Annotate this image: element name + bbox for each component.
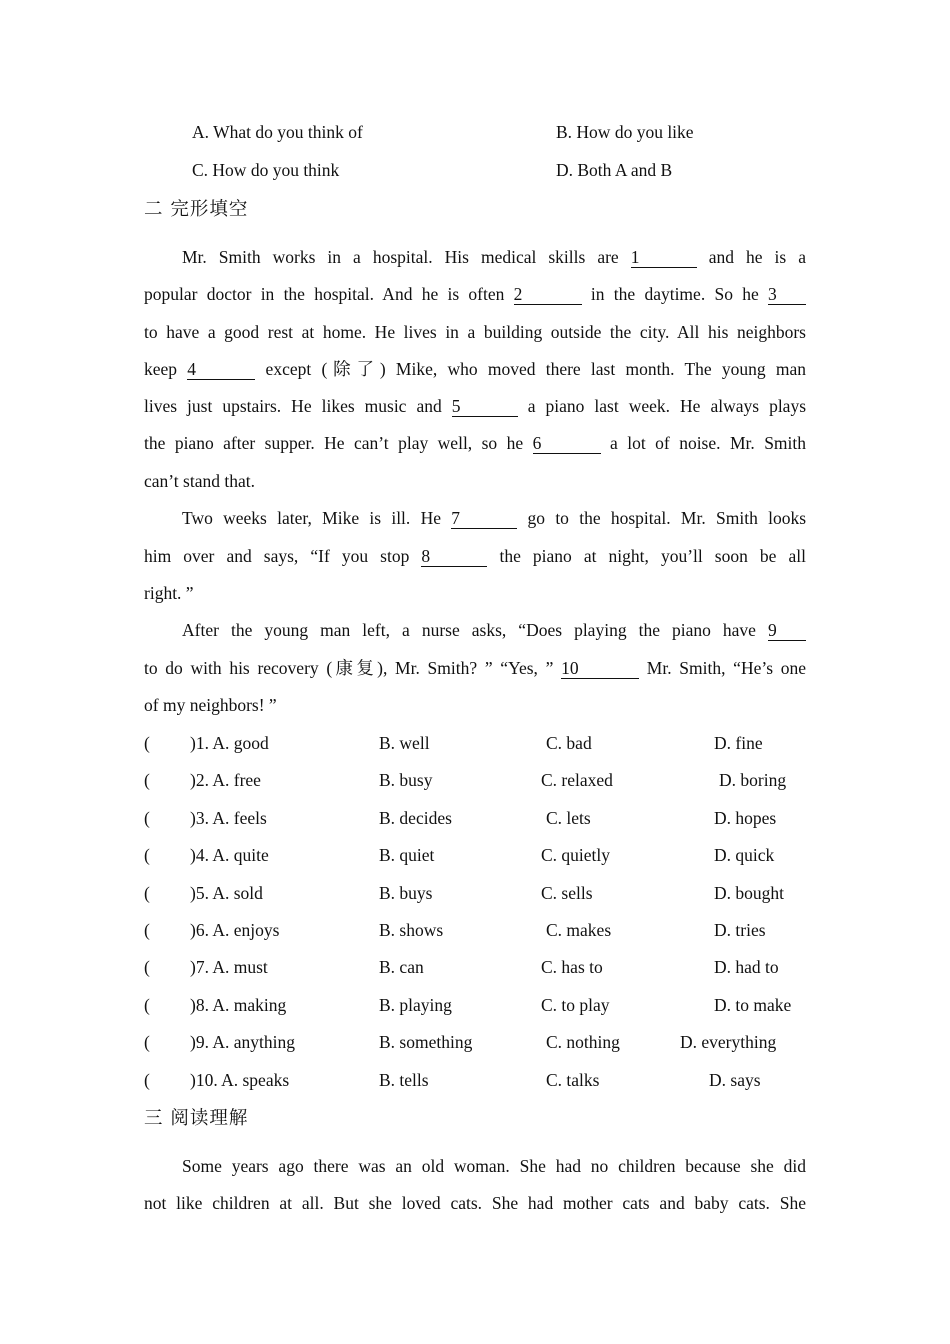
- reading-line: not like children at all. But she loved cats. She had mother cats and baby cats. She: [144, 1193, 806, 1213]
- question-option-b: B. tells: [379, 1070, 429, 1090]
- question-option-c: C. makes: [546, 920, 612, 940]
- question-option-d: D. fine: [714, 733, 763, 753]
- question-option-a: )2. A. free: [190, 770, 261, 790]
- section-heading-reading: 三 阅读理解: [144, 1108, 249, 1129]
- blank-7: 7: [451, 508, 517, 529]
- blank-8: 8: [421, 546, 487, 567]
- prev-option-c: C. How do you think: [192, 160, 340, 180]
- prev-option-b: B. How do you like: [556, 122, 694, 142]
- blank-3: 3: [768, 284, 806, 305]
- answer-bracket[interactable]: (: [144, 808, 150, 828]
- answer-bracket[interactable]: (: [144, 995, 150, 1015]
- question-option-b: B. busy: [379, 770, 433, 790]
- passage-line: to do with his recovery (康复), Mr. Smith? ” “Yes, ” 10 Mr. Smith, “He’s one: [144, 658, 806, 678]
- question-option-a: )3. A. feels: [190, 808, 267, 828]
- question-option-c: C. lets: [546, 808, 591, 828]
- passage-line: of my neighbors! ”: [144, 695, 277, 715]
- question-option-b: B. well: [379, 733, 430, 753]
- question-option-b: B. buys: [379, 883, 433, 903]
- blank-9: 9: [768, 620, 806, 641]
- blank-5: 5: [452, 396, 518, 417]
- passage-line: Mr. Smith works in a hospital. His medical skills are 1 and he is a: [182, 247, 806, 267]
- question-option-a: )5. A. sold: [190, 883, 263, 903]
- question-option-b: B. can: [379, 957, 424, 977]
- passage-line: popular doctor in the hospital. And he is often 2 in the daytime. So he 3: [144, 282, 806, 306]
- question-option-c: C. nothing: [546, 1032, 620, 1052]
- question-option-d: D. to make: [714, 995, 792, 1015]
- question-option-d: D. boring: [719, 770, 787, 790]
- answer-bracket[interactable]: (: [144, 883, 150, 903]
- passage-line: Two weeks later, Mike is ill. He 7 go to the hospital. Mr. Smith looks: [182, 508, 807, 528]
- question-option-c: C. to play: [541, 995, 610, 1015]
- blank-4: 4: [187, 359, 255, 380]
- question-option-c: C. bad: [546, 733, 592, 753]
- question-option-c: C. sells: [541, 883, 593, 903]
- question-option-a: )4. A. quite: [190, 845, 269, 865]
- answer-bracket[interactable]: (: [144, 770, 150, 790]
- question-option-a: )6. A. enjoys: [190, 920, 280, 940]
- question-option-c: C. relaxed: [541, 770, 613, 790]
- question-option-c: C. talks: [546, 1070, 600, 1090]
- question-option-b: B. something: [379, 1032, 473, 1052]
- question-option-c: C. quietly: [541, 845, 611, 865]
- question-option-b: B. decides: [379, 808, 452, 828]
- question-option-a: )7. A. must: [190, 957, 268, 977]
- question-option-a: )9. A. anything: [190, 1032, 295, 1052]
- question-option-a: )8. A. making: [190, 995, 287, 1015]
- answer-bracket[interactable]: (: [144, 957, 150, 977]
- answer-bracket[interactable]: (: [144, 733, 150, 753]
- question-option-d: D. quick: [714, 845, 775, 865]
- question-option-b: B. playing: [379, 995, 452, 1015]
- question-option-d: D. says: [709, 1070, 761, 1090]
- passage-line: can’t stand that.: [144, 471, 255, 491]
- question-option-c: C. has to: [541, 957, 603, 977]
- answer-bracket[interactable]: (: [144, 845, 150, 865]
- passage-line: lives just upstairs. He likes music and 5 a piano last week. He always plays: [144, 396, 807, 416]
- question-option-d: D. everything: [680, 1032, 777, 1052]
- answer-bracket[interactable]: (: [144, 1032, 150, 1052]
- blank-10: 10: [561, 658, 639, 679]
- answer-bracket[interactable]: (: [144, 1070, 150, 1090]
- passage-line: the piano after supper. He can’t play well, so he 6 a lot of noise. Mr. Smith: [144, 433, 807, 453]
- question-option-d: D. tries: [714, 920, 766, 940]
- section-heading-cloze: 二 完形填空: [144, 199, 249, 220]
- passage-line: to have a good rest at home. He lives in a building outside the city. All his neighbors: [144, 322, 806, 342]
- question-option-d: D. bought: [714, 883, 784, 903]
- blank-6: 6: [533, 433, 601, 454]
- question-option-a: )10. A. speaks: [190, 1070, 290, 1090]
- passage-line: After the young man left, a nurse asks, “Does playing the piano have 9: [182, 618, 806, 642]
- reading-line: Some years ago there was an old woman. She had no children because she did: [182, 1156, 806, 1176]
- passage-line: him over and says, “If you stop 8 the piano at night, you’ll soon be all: [144, 546, 806, 566]
- blank-1: 1: [631, 247, 697, 268]
- question-option-a: )1. A. good: [190, 733, 269, 753]
- prev-option-d: D. Both A and B: [556, 160, 673, 180]
- passage-line: keep 4 except (除了) Mike, who moved there last month. The young man: [144, 359, 807, 379]
- passage-line: right. ”: [144, 583, 194, 603]
- question-option-d: D. had to: [714, 957, 779, 977]
- question-option-b: B. quiet: [379, 845, 435, 865]
- prev-option-a: A. What do you think of: [192, 122, 363, 142]
- answer-bracket[interactable]: (: [144, 920, 150, 940]
- blank-2: 2: [514, 284, 582, 305]
- question-option-d: D. hopes: [714, 808, 777, 828]
- question-option-b: B. shows: [379, 920, 444, 940]
